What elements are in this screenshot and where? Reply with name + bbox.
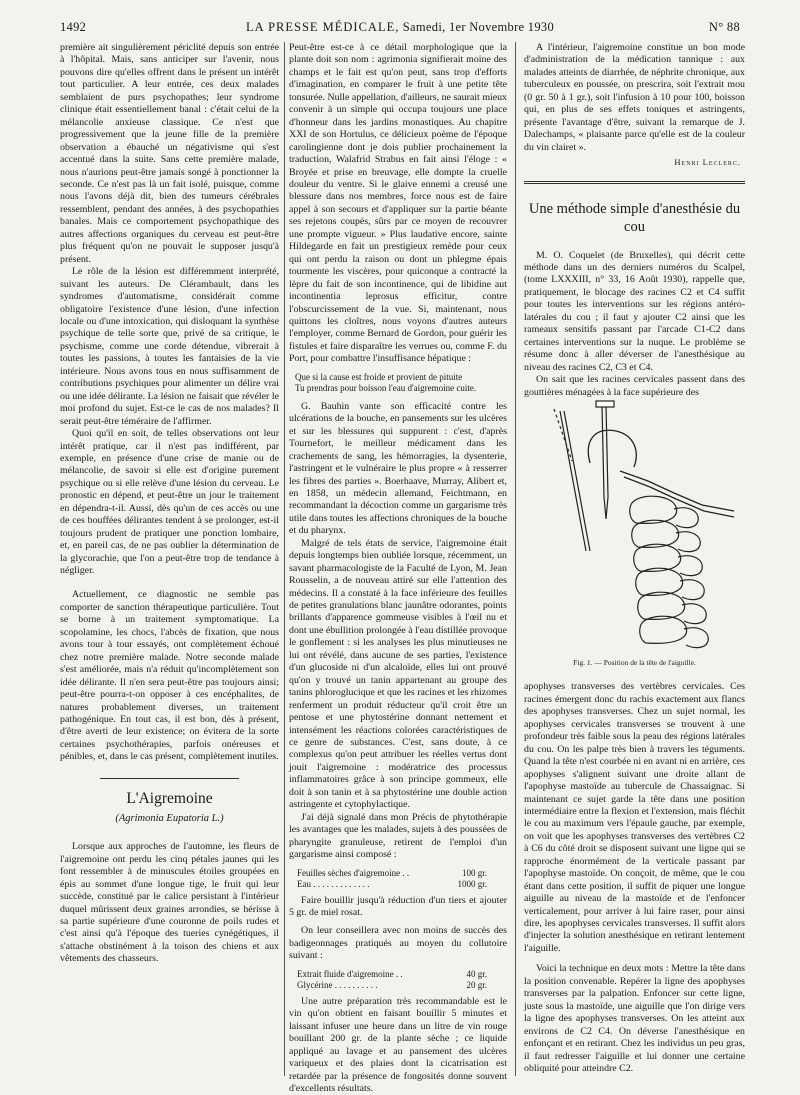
cervical-spine-needle-figure bbox=[524, 401, 745, 653]
paragraph: M. O. Coquelet (de Bruxelles), qui décrit cette méthode dans un des derniers numéros du Scalpel, (tome LXXXIII, n° 33, 16 Août 1930), rappelle que, pratiquement, le blocage des racines C2 et C4 suffit pour toutes les interventions sur les régions antéro-latérales du cou ; il faut y ajouter C2 ainsi que les rameaux sensitifs passant par l'arcade C1-C2 dans certaines interventions sur la nuque. Le problème se résume donc à aller déverser de l'anesthésique au niveau des racines C2, C3 et C4. bbox=[524, 249, 745, 373]
figure-caption: Fig. 1. — Position de la tête de l'aiguille. bbox=[573, 657, 696, 667]
paragraph: G. Bauhin vante son efficacité contre les ulcérations de la bouche, en pansements sur les ulcères et sur les blessures qui suppurent : c'est, d'après Tournefort, le meilleur médicament dans les crachements de sang, les hémorragies, la dysenterie, l'astringent et le vulnéraire le plus propre « à resserrer les fibres des parties ». Boerhaave, Murray, Alibert et, en 1858, un médecin allemand, Feichtmann, en recommandant la décoction comme un gargarisme très utile dans toutes les affections chroniques de la bouche et du pharynx. bbox=[289, 400, 507, 537]
paragraph: Quoi qu'il en soit, de telles observations ont leur intérêt pratique, car il n'est pas indifférent, par exemple, en présence d'une crise de manie ou de mélancolie, de savoir si elle est d'origine purement psychique ou si elle relève d'une lésion du cerveau. Le pronostic en dépend, et peut-être un jour le traitement en dépendra-t-il. Aussi, dès qu'un de ces accès ou une de ces bouffées délirantes tendent à se prolonger, est-il toujours prudent de pratiquer une ponction lombaire, et, en pareil cas, de ne pas oublier la détermination de la glycorachie, que l'on a peut-être trop de tendance à négliger. bbox=[60, 428, 279, 577]
formula-quantity: 100 gr. bbox=[461, 867, 487, 878]
column-left bbox=[60, 42, 279, 1076]
page-header bbox=[60, 20, 740, 38]
column-middle bbox=[289, 42, 507, 1094]
formula-ingredient: Eau . . . . . . . . . . . . . bbox=[297, 879, 370, 890]
formula-quantity: 20 gr. bbox=[466, 980, 487, 991]
running-title bbox=[60, 20, 740, 35]
paragraph: Actuellement, ce diagnostic ne semble pas comporter de sanction thérapeutique particulière. Tout se borne à un traitement symptomatique. La scopolamine, les chocs, l'abcès de fixation, que nous avons tour à tour essayés, ont complètement échoué chez notre première malade. Notre seconde malade s'est améliorée, mais n'a réduit qu'incomplètement son idée délirante. Il n'en sera peut-être pas toujours ainsi; peut-être pourra-t-on opposer à ces encéphalites, de natures probablement diverses, un traitement pathogénique. En tout cas, il est bon, dès à présent, d'être averti de leur existence; on évitera de la sorte certaines psychothérapies, parfois onéreuses et pénibles, et, dans le cas présent, complètement inutiles. bbox=[60, 589, 279, 763]
paragraph: apophyses transverses des vertèbres cervicales. Ces racines émergent donc du rachis exactement aux flancs des apophyses transverses. Chez un sujet normal, les apophyses cervicales transverses se trouvent à une profondeur très faible sous la peau des régions latérales du cou. On les palpe très bien à travers les téguments. Quand la tête n'est courbée ni en avant ni en arrière, ces apophyses s'alignent suivant une droite allant de l'apophyse mastoïde au tubercule de Chassaignac. Si maintenant ce sujet garde la tête dans une position intermédiaire entre la flexion et l'extension, mais fléchit le cou au maximum vers l'épaule gauche, par exemple, on voit que les apophyses transverses des vertèbres C2 à C6 du côté droit se disposent suivant une ligne qui se rapproche énormément de la verticale passant par l'apophyse mastoïde. On conçoit, de même, que le cou étant dans cette position, il suffit de piquer une longue aiguille au niveau de la mastoïde et de l'enfoncer verticalement, pour arriver à lui faire raser, pour ainsi dire, les apophyses cervicales transverses. Il suffit alors d'injecter la solution anesthésique en retirant lentement l'aiguille. bbox=[524, 681, 745, 954]
paragraph: Une autre préparation très recommandable est le vin qu'on obtient en faisant bouillir 5 minutes et laissant infuser une heure dans un litre de vin rouge bouillant 200 gr. de la plante sèche ; ce liquide appliqué au lavage et au pansement des ulcères variqueux et des plaies dont la cicatrisation est retardée par la présence de fongosités donne souvent d'excellents résultats. bbox=[289, 995, 507, 1094]
section-divider bbox=[524, 181, 745, 184]
paragraph: Peut-être est-ce à ce détail morphologique que la plante doit son nom : agrimonia signifierait moine des champs et le fait est qu'on peut, sans trop d'efforts d'imagination, en comparer le fruit à une petite tête tonsurée. Nulle appellation, d'ailleurs, ne saurait mieux convenir à un simple qui occupa toujours une place d'honneur dans les jardins monastiques. Au chapitre XXI de son Hortulus, ce délicieux poème de l'époque carolingienne dont je dois publier prochainement la traduction, Walafrid Strabus en fait ainsi l'éloge : « Broyée et prise en breuvage, elle dompte la cruelle douleur du ventre. Si le glaive ennemi a creusé une blessure dans nos membres, force nous est de faire appel à son secours et d'appliquer sur la partie béante ses rejetons coupés, sûrs par ce moyen de recouvrer une prompte vigueur. » Plus laudative encore, sainte Hildegarde en fait un prestigieux remède pour ceux qui ont perdu la raison ou dont un phlegme épais tourmente les viscères, pour quiconque a contracté la lèpre du fait de son incontinence, qui de libidine aut incontinentia leprosus efficitur, contre l'obscurcissement de la vue. Si, maintenant, nous quittons les cloîtres, nous voyons d'autres auteurs l'employer, comme Bernard de Gordon, pour guérir les fistules et faire disparaître les verrues ou, comme F. du Port, pour combattre l'insuffisance hépatique : bbox=[289, 42, 507, 365]
paragraph: Malgré de tels états de service, l'aigremoine était depuis longtemps bien oubliée lorsque, récemment, un savant pharmacologiste de la Faculté de Lyon, M. Jean Rousselin, a de nouveau attiré sur elle l'attention des médecins. Il a constaté à la face inférieure des feuilles de petites granulations blanc jaunâtre odorantes, points brillants d'apparence gommeuse visibles à l'œil nu et dont une ébullition prolongée à l'eau distillée provoque le gonflement : si les analyses les plus minutieuses ne lui ont révélé, dans aucune de ses parties, l'existence d'un glucoside ni d'un alcaloïde, elles lui ont prouvé qu'on y trouvé un tanin appartenant au groupe des tanins phloroglucique et que les racines et les rhizomes renferment un produit réducteur qu'il croit être un pentose et une phytostérine donnant nettement et intensément les réactions colorées caractéristiques de ce genre de substances. C'est, sans doute, à ce complexus qu'on peut attribuer les réelles vertus dont jouit l'aigremoine : modératrice des processus inflammatoires grâce à son principe gommeux, elle doit à son tanin et à sa phytostérine une double action astringente et cytophylactique. bbox=[289, 537, 507, 811]
section-title: L'Aigremoine bbox=[126, 789, 213, 807]
formula-quantity: 1000 gr. bbox=[457, 879, 487, 890]
formula-row bbox=[297, 969, 487, 981]
paragraph: A l'intérieur, l'aigremoine constitue un bon mode d'administration de la médication tannique : aux malades atteints de diarrhée, de néphrite chronique, aux tuberculeux en poussée, on prescrira, soit l'extrait mou (0 gr. 50 à 1 gr.), soit l'infusion à 10 pour 100, boisson qui, en plus de ses effets toniques et astringents, présente l'avantage d'être, suivant la remarque de J. Dalechamps, « plaisante parce qu'elle est de la couleur du vin clairet ». bbox=[524, 42, 745, 153]
section-subtitle: (Agrimonia Eupatoria L.) bbox=[115, 812, 224, 824]
page-number: 1492 bbox=[60, 20, 87, 34]
verse-quote: Que si la cause est froide et provient de pituite Tu prendras pour boisson l'eau d'aigremoine cuite. bbox=[295, 371, 477, 394]
paper-name: LA PRESSE MÉDICALE, bbox=[245, 20, 400, 34]
author-signature: Henri Leclerc. bbox=[674, 157, 741, 168]
paragraph: Voici la technique en deux mots : Mettre la tête dans la position convenable. Repérer la ligne des apophyses transverses par la palpation. Enfoncer sur cette ligne, juste sous la mastoïde, une aiguille que l'on dirige vers la ligne des apophyses transverses. On les atteint aux environs de C2 C4. On déverse l'anesthésique en enfonçant et en retirant. Chez les individus un peu gras, il faut redresser l'aiguille et lui donner une certaine obliquité pour atteindre C2. bbox=[524, 963, 745, 1075]
paragraph: J'ai déjà signalé dans mon Précis de phytothérapie les avantages que les malades, sujets à des poussées de pharyngite granuleuse, retirent de l'emploi d'un gargarisme ainsi composé : bbox=[289, 811, 507, 861]
issue-date: Samedi, 1er Novembre 1930 bbox=[402, 20, 555, 34]
paragraph: Le rôle de la lésion est différemment interprété, suivant les auteurs. De Clérambault, dans les syndromes d'automatisme, considérait comme obligatoire l'existence d'une lésion, d'une infection locale ou d'une intoxication, qui disloquant la synthèse psychique de telle sorte que, privé de sa critique, le psychisme, comme une corde détendue, vibrerait à toutes les passions, à toutes les fantaisies de la vie intérieure. Nous avons tous en nous suffisamment de contributions psychiques pour alimenter un délire vrai ou une idée délirante. La lésion ne faisait que révéler le moi profond du sujet. Est-ce le cas de nos malades? Il serait peut-être téméraire de l'affirmer. bbox=[60, 266, 279, 427]
section-divider bbox=[100, 778, 239, 779]
formula-ingredient: Feuilles sèches d'aigremoine . . bbox=[297, 867, 410, 878]
issue-number: N° 88 bbox=[708, 20, 740, 34]
column-rule bbox=[515, 42, 516, 1076]
paragraph: Faire bouillir jusqu'à réduction d'un tiers et ajouter 5 gr. de miel rosat. bbox=[289, 894, 507, 918]
article-title: Une méthode simple d'anesthésie du cou bbox=[528, 200, 741, 235]
paragraph: On sait que les racines cervicales passent dans des gouttières ménagées à la face supérieure des bbox=[524, 374, 745, 398]
paragraph: On leur conseillera avec non moins de succès des badigeonnages pratiqués au moyen du collutoire suivant : bbox=[289, 925, 507, 962]
formula-row bbox=[297, 868, 487, 880]
column-right bbox=[524, 42, 745, 1076]
prescription-formula bbox=[297, 969, 507, 992]
needle-illustration bbox=[554, 401, 614, 551]
column-rule bbox=[284, 42, 285, 1076]
vertebral-column bbox=[630, 496, 708, 647]
formula-ingredient: Glycérine . . . . . . . . . . bbox=[297, 980, 378, 991]
formula-ingredient: Extrait fluide d'aigremoine . . bbox=[297, 968, 403, 979]
formula-quantity: 40 gr. bbox=[466, 968, 487, 979]
prescription-formula bbox=[297, 868, 507, 891]
paragraph: Lorsque aux approches de l'automne, les fleurs de l'aigremoine ont perdu les cinq pétales jaunes qui les font ressembler à de minuscules étoiles groupées en épis au sommet d'une longue tige, le fruit qui leur succède, constitué par le calice persistant à l'intérieur duquel mûrissent deux graines arrondies, se hérisse à sa partie supérieure d'une couronne de poils rudes et c'est ainsi qu'à l'époque des tueries cynégétiques, il s'attache obstinément à la toison des chiens et aux vêtements des chasseurs. bbox=[60, 841, 279, 965]
skull-base-outline bbox=[588, 430, 734, 517]
paragraph: première ait singulièrement périclité depuis son entrée à l'hôpital. Mais, sans anticiper sur l'avenir, nous pouvons dire qu'elles offrent dans le présent un intérêt tout particulier. A leur entrée, ces deux malades semblaient de purs psychopathes; leur syndrome clinique était essentiellement banal : c'était celui de la mélancolie anxieuse classique. Ce n'est que progressivement que la jeune fille de la première observation a ébauché un négativisme qui s'est accentué dans la suite. Sans cette première malade, nous n'aurions peut-être jamais songé à ponctionner la seconde. Ce n'est pas là un fait isolé, puisque, comme nous l'avons déjà dit, bien des tumeurs cérébrales ressemblent, pendant des années, à des psychopathies banales. Mais ce comportement psychopathique des autres affections organiques du cerveau est peut-être plus fréquent qu'on ne pouvait le supposer jusqu'à présent. bbox=[60, 42, 279, 265]
formula-row bbox=[297, 980, 487, 992]
formula-row bbox=[297, 879, 487, 891]
